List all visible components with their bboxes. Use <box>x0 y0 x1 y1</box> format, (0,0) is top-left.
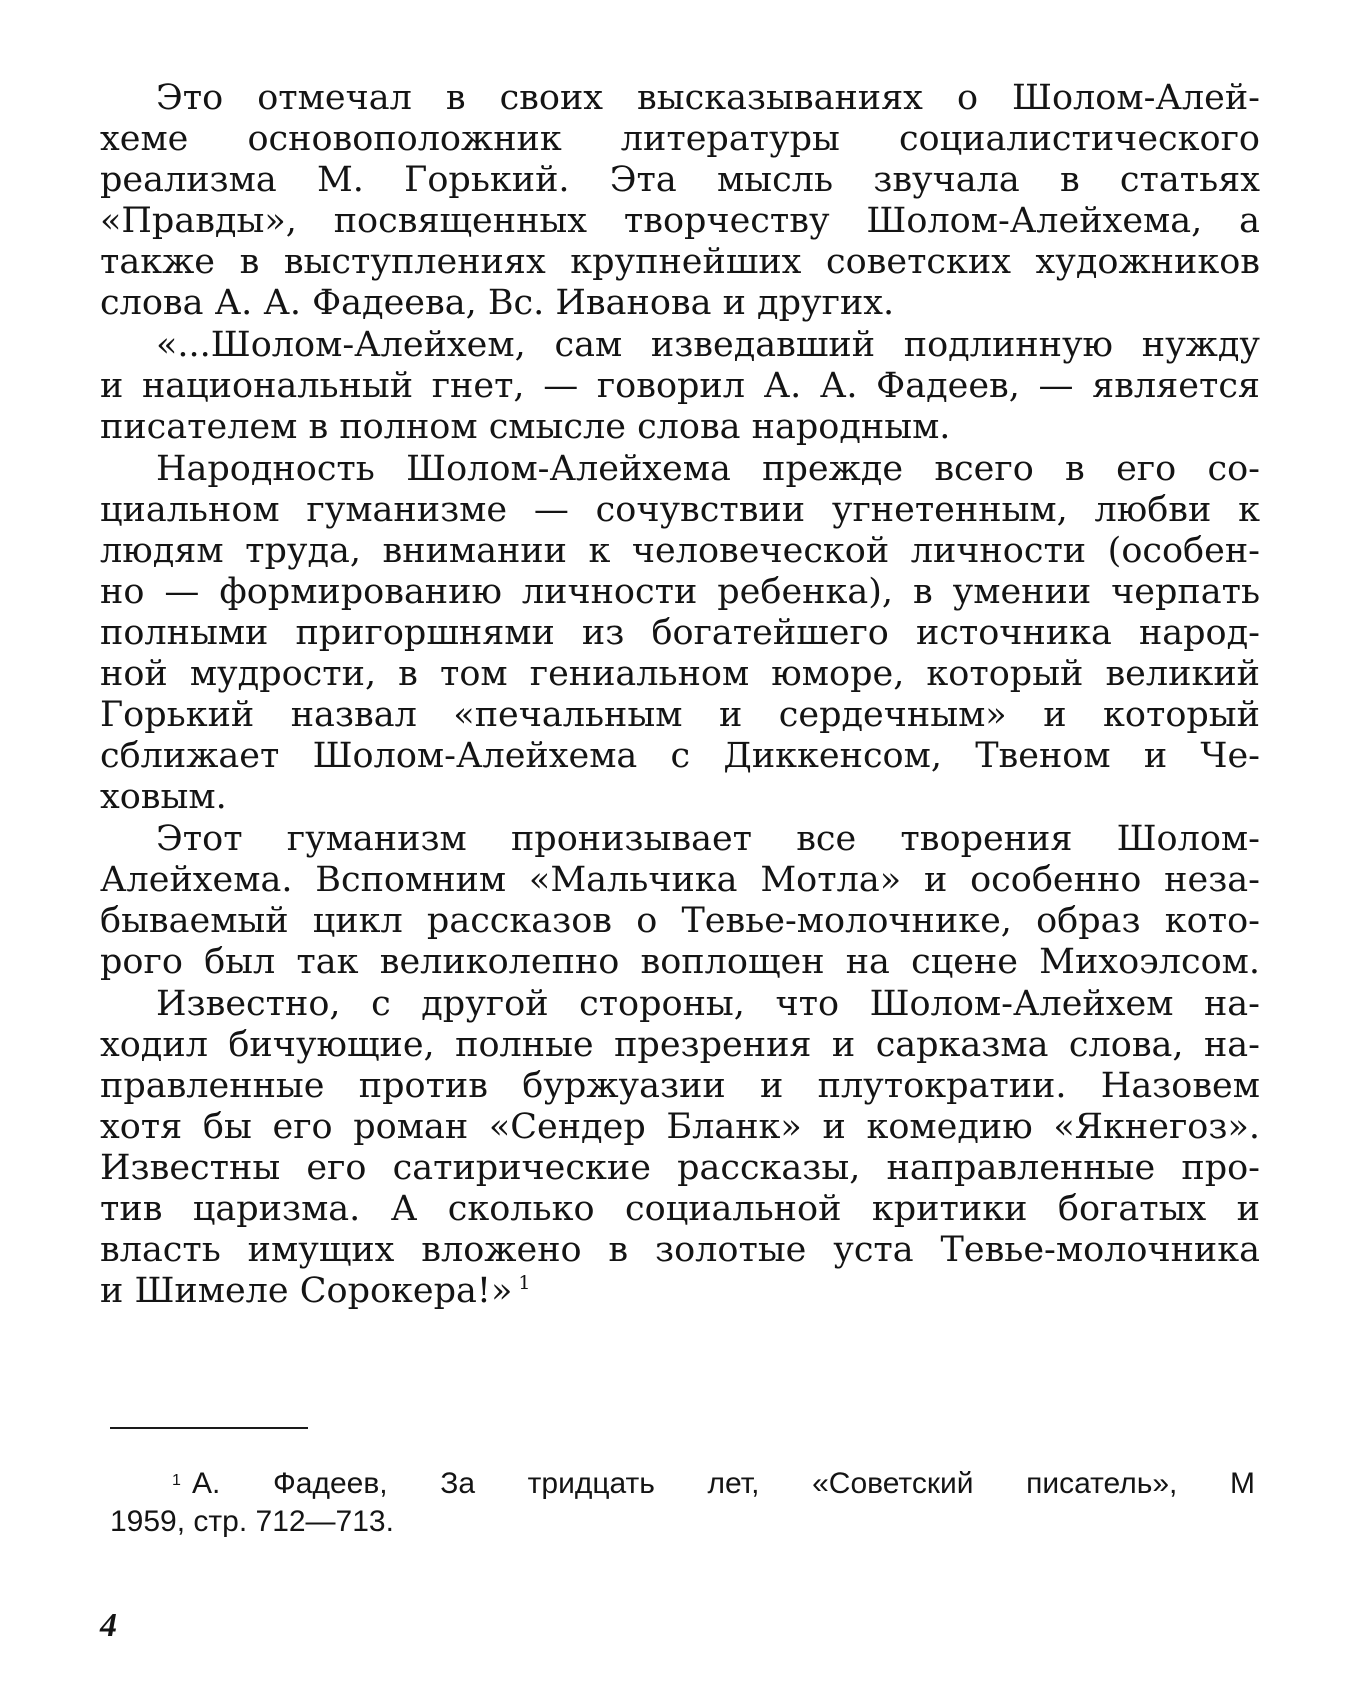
text-line: но — формированию личности ребенка), в умении черпать <box>100 572 1260 612</box>
text-line: бываемый цикл рассказов о Тевье-молочнике, образ кото- <box>100 901 1260 941</box>
text-line: слова А. А. Фадеева, Вс. Иванова и других. <box>100 283 895 323</box>
footnote-line: А. Фадеев, За тридцать лет, «Советский писатель», М <box>192 1467 1255 1500</box>
text-line: полными пригоршнями из богатейшего источника народ- <box>100 613 1260 653</box>
text-line: Известны его сатирические рассказы, направленные про- <box>100 1148 1260 1188</box>
text-line: хотя бы его роман «Сендер Бланк» и комедию «Якнегоз». <box>100 1107 1260 1147</box>
text-line: хеме основоположник литературы социалистического <box>100 119 1260 159</box>
text-line: рого был так великолепно воплощен на сцене Михоэлсом. <box>100 942 1260 982</box>
footnote-line: 1959, стр. 712—713. <box>110 1505 394 1538</box>
text-line: людям труда, внимании к человеческой личности (особен- <box>100 531 1260 571</box>
text-line: Народность Шолом-Алейхема прежде всего в его со- <box>156 449 1260 489</box>
text-line: власть имущих вложено в золотые уста Тевье-молочника <box>100 1230 1260 1270</box>
text-line: ной мудрости, в том гениальном юморе, который великий <box>100 654 1260 694</box>
text-line: реализма М. Горький. Эта мысль звучала в статьях <box>100 160 1260 200</box>
text-line: ховым. <box>100 777 227 817</box>
text-line: сближает Шолом-Алейхема с Диккенсом, Твеном и Че- <box>100 736 1260 776</box>
text-line: и национальный гнет, — говорил А. А. Фадеев, — является <box>100 366 1260 406</box>
text-line: Алейхема. Вспомним «Мальчика Мотла» и особенно неза- <box>100 860 1260 900</box>
text-line-with-footnote-ref <box>100 1271 1260 1311</box>
text-line: тив царизма. А сколько социальной критики богатых и <box>100 1189 1260 1229</box>
text-line: также в выступлениях крупнейших советских художников <box>100 242 1260 282</box>
footnote-marker: 1 <box>172 1472 181 1489</box>
text-line: Известно, с другой стороны, что Шолом-Алейхем на- <box>156 984 1260 1024</box>
text-line: ходил бичующие, полные презрения и сарказма слова, на- <box>100 1025 1260 1065</box>
text-line: правленные против буржуазии и плутократии. Назовем <box>100 1066 1260 1106</box>
text-line: писателем в полном смысле слова народным. <box>100 407 951 447</box>
text-line: и Шимеле Сорокера!» <box>100 1271 513 1311</box>
page-number: 4 <box>100 1607 117 1644</box>
text-line: Этот гуманизм пронизывает все творения Шолом- <box>156 819 1260 859</box>
footnote-divider <box>110 1427 308 1429</box>
text-line: циальном гуманизме — сочувствии угнетенным, любви к <box>100 490 1260 530</box>
text-line: Горький назвал «печальным и сердечным» и который <box>100 695 1260 735</box>
text-line: «Правды», посвященных творчеству Шолом-Алейхема, а <box>100 201 1260 241</box>
text-line: Это отмечал в своих высказываниях о Шолом-Алей- <box>156 78 1260 118</box>
text-line: «...Шолом-Алейхем, сам изведавший подлинную нужду <box>156 325 1260 365</box>
footnote-reference: 1 <box>518 1272 531 1295</box>
